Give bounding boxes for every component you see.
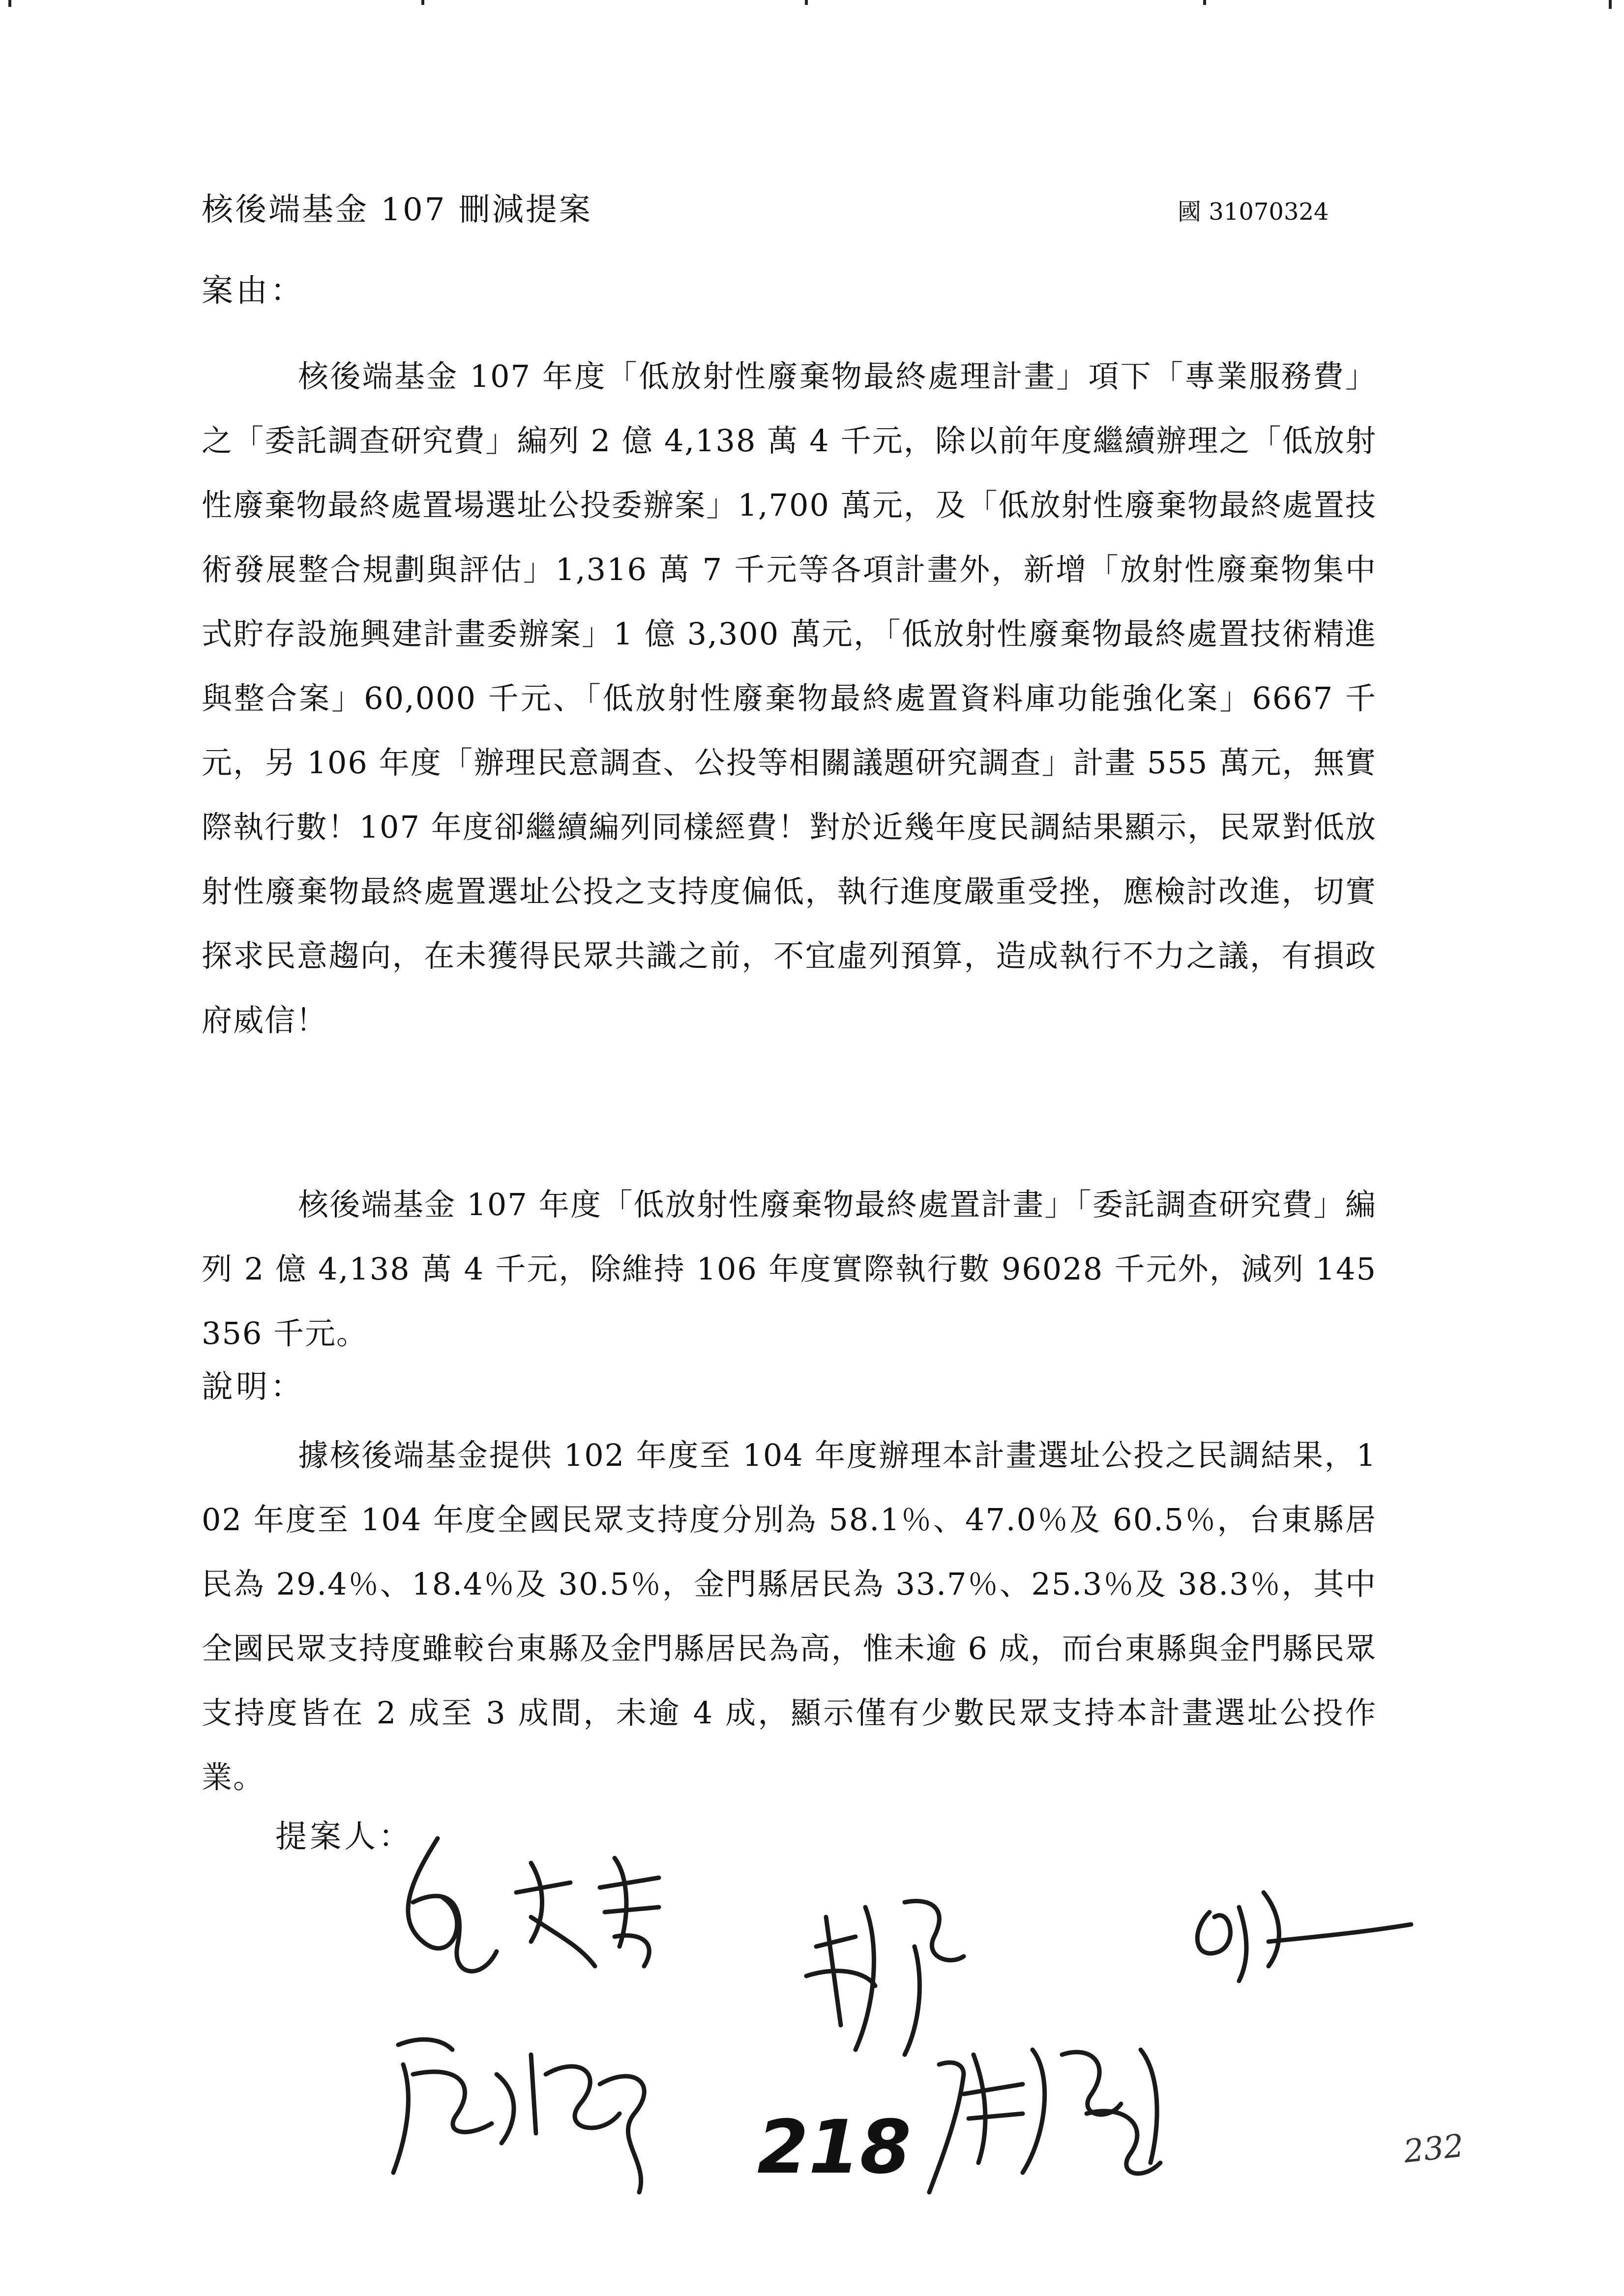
signature-4	[1197, 1892, 1411, 1981]
page-number: 232	[1402, 2127, 1466, 2171]
explanation-label: 說明：	[202, 1369, 305, 1405]
reason-paragraph-1: 核後端基金 107 年度「低放射性廢棄物最終處理計畫」項下「專業服務費」之「委託調查研究費」編列 2 億 4,138 萬 4 千元，除以前年度繼續辦理之「低放射性廢棄物最終處置場選址公投委辦案」1,700 萬元，及「低放射性廢棄物最終處置技術發展整合規劃與評估」1,316 萬 7 千元等各項計畫外，新增「放射性廢棄物集中式貯存設施興建計畫委辦案」1 億 3,300 萬元，「低放射性廢棄物最終處置技術精進與整合案」60,000 千元、「低放射性廢棄物最終處置資料庫功能強化案」6667 千元，另 106 年度「辦理民意調查、公投等相關議題研究調查」計畫 555 萬元，無實際執行數！107 年度卻繼續編列同樣經費！對於近幾年度民調結果顯示，民眾對低放射性廢棄物最終處置選址公投之支持度偏低，執行進度嚴重受挫，應檢討改進，切實探求民意趨向，在未獲得民眾共識之前，不宜虛列預算，造成執行不力之議，有損政府威信！	[202, 358, 1377, 1038]
stamp-number: 218	[757, 2105, 912, 2190]
signature-1	[408, 1838, 659, 1971]
handwritten-signatures	[384, 1819, 1514, 2222]
signature-2	[393, 2039, 644, 2192]
reason-label: 案由：	[202, 273, 305, 309]
signature-5	[929, 2050, 1160, 2192]
document-code: 國 31070324	[1178, 198, 1329, 226]
signature-3	[806, 1901, 964, 2055]
document-title: 核後端基金 107 刪減提案	[202, 192, 592, 228]
reason-paragraph-2: 核後端基金 107 年度「低放射性廢棄物最終處置計畫」「委託調查研究費」編列 2 億 4,138 萬 4 千元，除維持 106 年度實際執行數 96028 千元外，減列 145356 千元。	[202, 1187, 1377, 1351]
proposer-label: 提案人：	[275, 1819, 413, 1855]
explanation-paragraph-1: 據核後端基金提供 102 年度至 104 年度辦理本計畫選址公投之民調結果，102 年度至 104 年度全國民眾支持度分別為 58.1％、47.0％及 60.5％，台東縣居民為 29.4％、18.4％及 30.5％，金門縣居民為 33.7％、25.3％及 38.3％，其中全國民眾支持度雖較台東縣及金門縣居民為高，惟未逾 6 成，而台東縣與金門縣民眾支持度皆在 2 成至 3 成間，未逾 4 成，顯示僅有少數民眾支持本計畫選址公投作業。	[202, 1437, 1377, 1795]
scan-edge-marks	[0, 0, 1624, 15]
